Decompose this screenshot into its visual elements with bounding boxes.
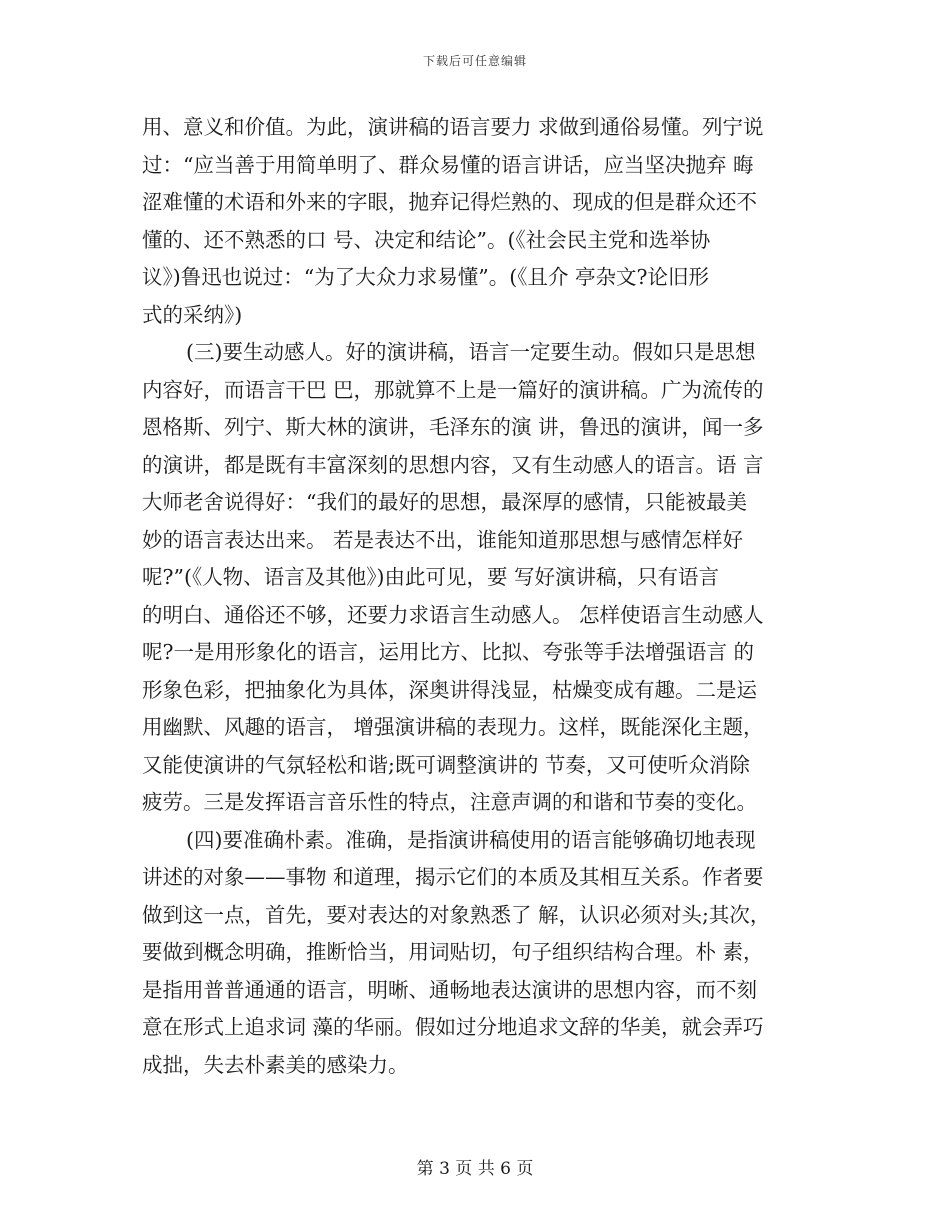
page-number-footer: 第 3 页 共 6 页 bbox=[416, 1159, 534, 1179]
text-line: 又能使演讲的气氛轻松和谐;既可调整演讲的 节奏，又可使听众消除 bbox=[142, 752, 750, 777]
text-line: 妙的语言表达出来。 若是表达不出，谁能知道那思想与感情怎样好 bbox=[142, 527, 744, 552]
text-line: 懂的、还不熟悉的口 号、决定和结论”。(《社会民主党和选举协 bbox=[142, 227, 711, 252]
page-header: 下载后可任意编辑 bbox=[422, 54, 527, 68]
text-line: 的演讲，都是既有丰富深刻的思想内容，又有生动感人的语言。语 言 bbox=[142, 452, 764, 477]
text-line: 疲劳。三是发挥语言音乐性的特点，注意声调的和谐和节奏的变化。 bbox=[142, 790, 757, 814]
text-line: 用幽默、风趣的语言， 增强演讲稿的表现力。这样，既能深化主题， bbox=[142, 715, 764, 739]
text-line: (四)要准确朴素。准确，是指演讲稿使用的语言能够确切地表现 bbox=[186, 827, 756, 852]
text-line: 成拙，失去朴素美的感染力。 bbox=[142, 1052, 409, 1077]
text-line: 呢?”(《人物、语言及其他》)由此可见，要 写好演讲稿，只有语言 bbox=[142, 565, 719, 589]
text-line: 呢?一是用形象化的语言，运用比方、比拟、夸张等手法增强语言 的 bbox=[142, 640, 755, 664]
text-line: 做到这一点，首先，要对表达的对象熟悉了 解，认识必须对头;其次， bbox=[142, 902, 771, 927]
text-line: 式的采纳》) bbox=[142, 302, 243, 327]
text-line: 讲述的对象——事物 和道理，揭示它们的本质及其相互关系。作者要 bbox=[142, 865, 764, 889]
text-line: 意在形式上追求词 藻的华丽。假如过分地追求文辞的华美，就会弄巧 bbox=[142, 1015, 764, 1039]
text-line: 恩格斯、列宁、斯大林的演讲，毛泽东的演 讲，鲁迅的演讲，闻一多 bbox=[142, 415, 764, 439]
text-line: 形象色彩，把抽象化为具体，深奥讲得浅显，枯燥变成有趣。二是运 bbox=[142, 677, 757, 702]
text-line: 议》)鲁迅也说过：“为了大众力求易懂”。(《且介 亭杂文?论旧形 bbox=[142, 265, 709, 289]
text-line: 是指用普普通通的语言，明晰、通畅地表达演讲的思想内容，而不刻 bbox=[142, 977, 757, 1002]
text-line: (三)要生动感人。好的演讲稿，语言一定要生动。假如只是思想 bbox=[186, 340, 756, 364]
text-line: 要做到概念明确，推断恰当，用词贴切，句子组织结构合理。朴 素， bbox=[142, 940, 764, 964]
paragraph-3 bbox=[142, 822, 814, 1085]
text-line: 涩难懂的术语和外来的字眼，抛弃记得烂熟的、现成的但是群众还不 bbox=[142, 190, 757, 214]
text-line: 用、意义和价值。为此，演讲稿的语言要力 求做到通俗易懂。列宁说 bbox=[142, 115, 764, 139]
text-line: 内容好，而语言干巴 巴，那就算不上是一篇好的演讲稿。广为流传的 bbox=[142, 377, 764, 402]
paragraph-2 bbox=[142, 334, 814, 822]
text-line: 过：“应当善于用简单明了、群众易懂的语言讲话，应当坚决抛弃 晦 bbox=[142, 152, 754, 177]
text-line: 大师老舍说得好：“我们的最好的思想，最深厚的感情，只能被最美 bbox=[142, 490, 747, 514]
paragraph-1 bbox=[142, 109, 814, 334]
text-line: 的明白、通俗还不够，还要力求语言生动感人。 怎样使语言生动感人 bbox=[142, 602, 764, 627]
document-body bbox=[142, 109, 814, 1084]
